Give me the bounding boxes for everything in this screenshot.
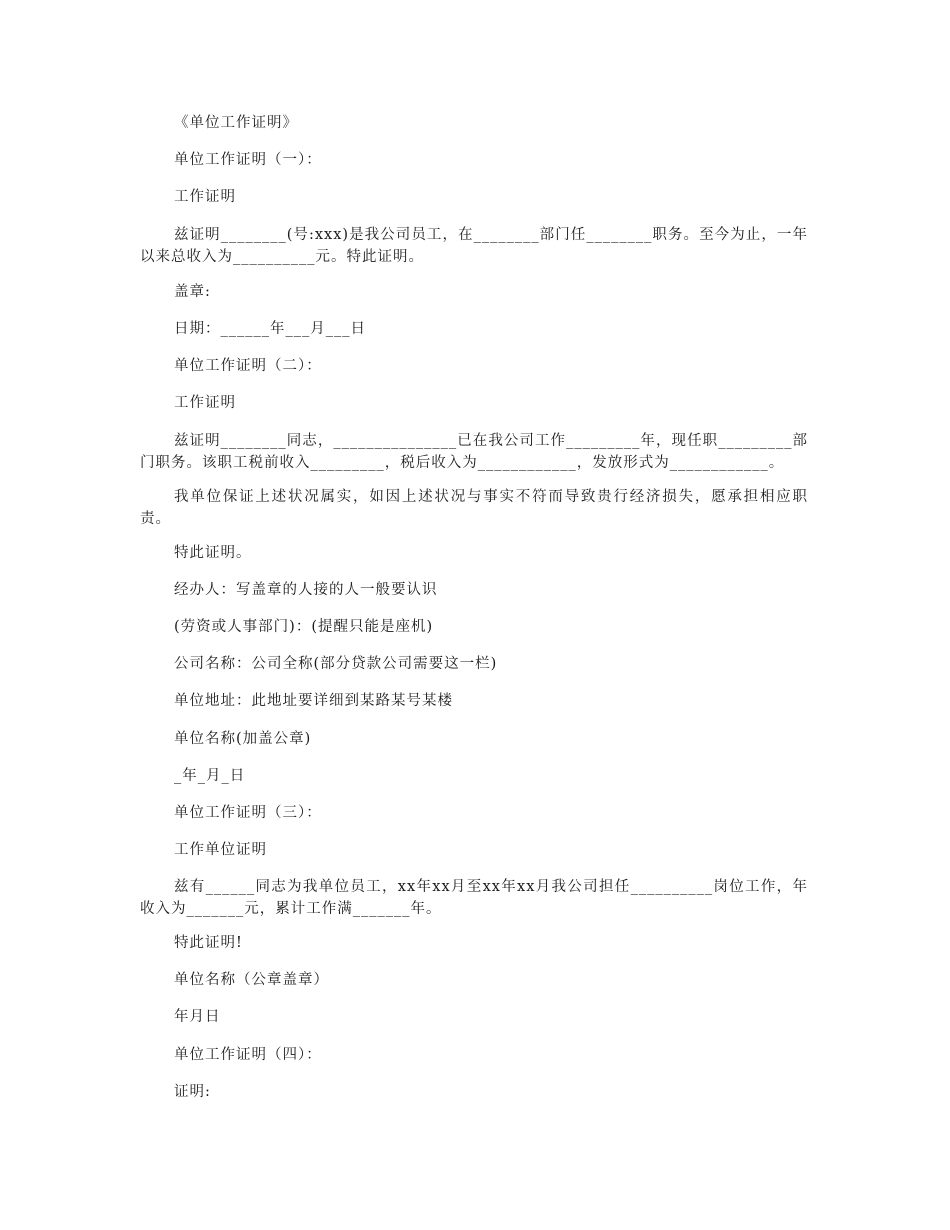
subheading: 工作单位证明 — [174, 842, 267, 858]
section-heading-2: 单位工作证明（二）： — [174, 358, 322, 374]
paragraph: 盖章: — [174, 284, 211, 300]
paragraph: 单位名称（公章盖章） — [174, 972, 329, 988]
paragraph: 特此证明。 — [174, 545, 252, 561]
paragraph: 证明: — [174, 1084, 211, 1100]
document-title: 《单位工作证明》 — [174, 115, 298, 131]
paragraph: 公司名称：公司全称(部分贷款公司需要这一栏) — [174, 656, 498, 672]
section-heading-1: 单位工作证明（一）： — [174, 152, 322, 168]
paragraph: 经办人：写盖章的人接的人一般要认识 — [174, 582, 438, 598]
paragraph: 单位地址：此地址要详细到某路某号某楼 — [174, 693, 453, 709]
paragraph: 我单位保证上述状况属实，如因上述状况与事实不符而导致贵行经济损失，愿承担相应职责。 — [140, 489, 808, 527]
paragraph: 兹证明________(号:xxx)是我公司员工，在________部门任________职务。至今为止，一年以来总收入为__________元。特此证明。 — [140, 227, 808, 265]
paragraph: 单位名称(加盖公章) — [174, 731, 312, 747]
paragraph: 特此证明! — [174, 935, 243, 951]
paragraph: _年_月_日 — [174, 768, 246, 784]
paragraph: (劳资或人事部门)：(提醒只能是座机) — [174, 619, 434, 635]
section-heading-3: 单位工作证明（三）： — [174, 805, 322, 821]
paragraph: 兹有______同志为我单位员工，xx年xx月至xx年xx月我公司担任__________岗位工作，年收入为_______元，累计工作满_______年。 — [140, 879, 808, 917]
paragraph: 日期：______年___月___日 — [174, 321, 366, 337]
subheading: 工作证明 — [174, 395, 236, 411]
paragraph: 兹证明________同志，_______________已在我公司工作_________年，现任职_________部门职务。该职工税前收入_________，税后收入为____________，发放形式为____________。 — [140, 433, 808, 471]
section-heading-4: 单位工作证明（四）： — [174, 1047, 322, 1063]
document-page — [140, 0, 808, 1230]
paragraph: 年月日 — [174, 1009, 221, 1025]
subheading: 工作证明 — [174, 189, 236, 205]
